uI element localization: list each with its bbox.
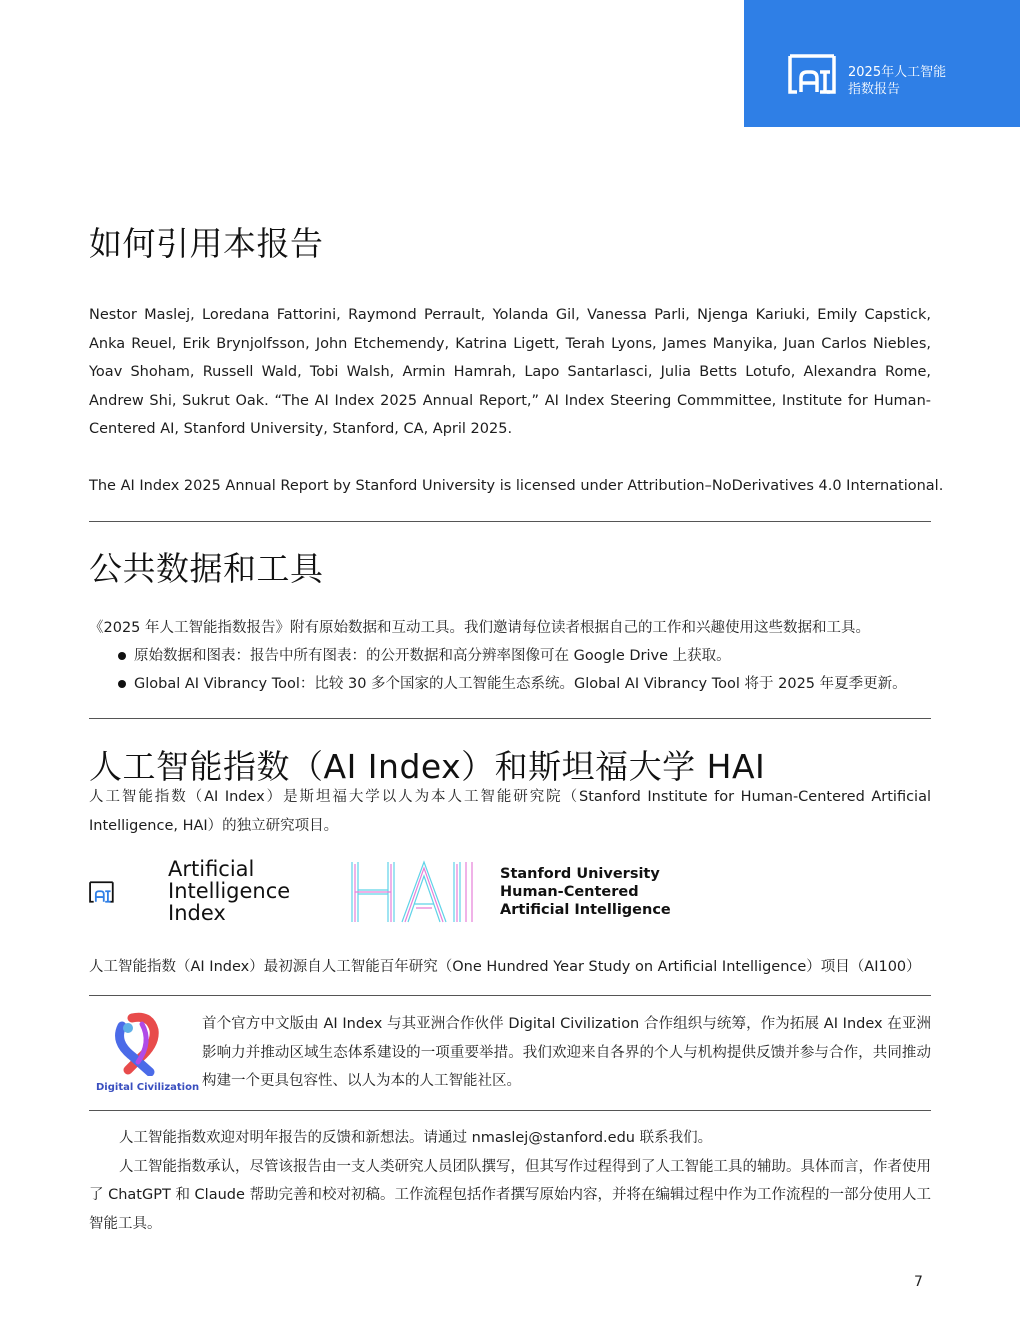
public-intro-text: 《2025 年人工智能指数报告》附有原始数据和互动工具。我们邀请每位读者根据自己的工作和兴趣使用这些数据和工具。 (89, 620, 871, 636)
citation-text: Nestor Maslej, Loredana Fattorini, Raymond Perrault, Yolanda Gil, Vanessa Parli, Njenga Kariuki, Emily Capstick, Anka Reuel, Erik Brynjolfsson, John Etchemendy, Katrina Ligett, Terah Lyons, James Manyika, Juan Carlos Niebles, Yoav Shoham, Russell Wald, Tobi Walsh, Armin Hamrah, Lapo Santarlasci, Julia Betts Lotufo, Alexandra Rome, Andrew Shi, Sukrut Oak. “The AI Index 2025 Annual Report,” AI Index Steering Commmittee, Institute for Human-Centered AI, Stanford University, Stanford, CA, April 2025. (89, 307, 931, 437)
page-number: 7 (914, 1274, 923, 1290)
divider (89, 1110, 931, 1111)
ribbon-icon (92, 1012, 184, 1076)
digital-civilization-label: Digital Civilization (96, 1082, 200, 1093)
header-badge (744, 0, 1020, 127)
bullet-item-raw-data: 原始数据和图表：报告中所有图表：的公开数据和高分辨率图像可在 Google Drive 上获取。 (134, 642, 731, 670)
partner-text: 首个官方中文版由 AI Index 与其亚洲合作伙伴 Digital Civilization 合作组织与统筹，作为拓展 AI Index 在亚洲影响力并推动区域生态体系建设的一项重要举措。我们欢迎来自各界的个人与机构提供反馈并参与合作，共同推动构建一个更具包容性、以人为本的人工智能社区。 (202, 1016, 931, 1089)
badge-title (848, 64, 1013, 98)
public-section-title: 公共数据和工具 (89, 549, 324, 588)
feedback-paragraph: 人工智能指数欢迎对明年报告的反馈和新想法。请通过 nmaslej@stanford.edu 联系我们。 (119, 1130, 713, 1146)
license-text: The AI Index 2025 Annual Report by Stanford University is licensed under Attribution–NoDerivatives 4.0 International. (89, 478, 944, 494)
divider (89, 718, 931, 719)
divider (89, 521, 931, 522)
hai-logo-letters (350, 860, 490, 924)
ai-index-logo-icon (787, 52, 837, 96)
hai-description: 人工智能指数（AI Index）是斯坦福大学以人为本人工智能研究院（Stanford Institute for Human-Centered Artificial Intelligence, HAI）的独立研究项目。 (89, 789, 931, 834)
hai-section-title: 人工智能指数（AI Index）和斯坦福大学 HAI (89, 747, 766, 786)
ai-index-logo-wordmark: Artificial Intelligence Index (168, 857, 291, 925)
bullet-item-vibrancy-tool: Global AI Vibrancy Tool：比较 30 多个国家的人工智能生态系统。Global AI Vibrancy Tool 将于 2025 年夏季更新。 (134, 670, 907, 698)
divider (89, 995, 931, 996)
digital-civilization-logo (92, 1012, 200, 1093)
cite-section-title: 如何引用本报告 (89, 224, 324, 263)
badge-line-1: 2025年人工智能 (848, 65, 947, 80)
badge-line-2: 指数报告 (848, 82, 901, 97)
hai-logo-wordmark: Stanford University Human-Centered Artificial Intelligence (500, 866, 671, 918)
origin-text: 人工智能指数（AI Index）最初源自人工智能百年研究（One Hundred Year Study on Artificial Intelligence）项目（AI100） (89, 959, 921, 975)
closing-notes (89, 1124, 931, 1238)
ai-assist-paragraph: 人工智能指数承认，尽管该报告由一支人类研究人员团队撰写，但其写作过程得到了人工智能工具的辅助。具体而言，作者使用了 ChatGPT 和 Claude 帮助完善和校对初稿。工作流程包括作者撰写原始内容，并将在编辑过程中作为工作流程的一部分使用人工智能工具。 (89, 1158, 932, 1232)
ai-index-logo (89, 860, 161, 924)
